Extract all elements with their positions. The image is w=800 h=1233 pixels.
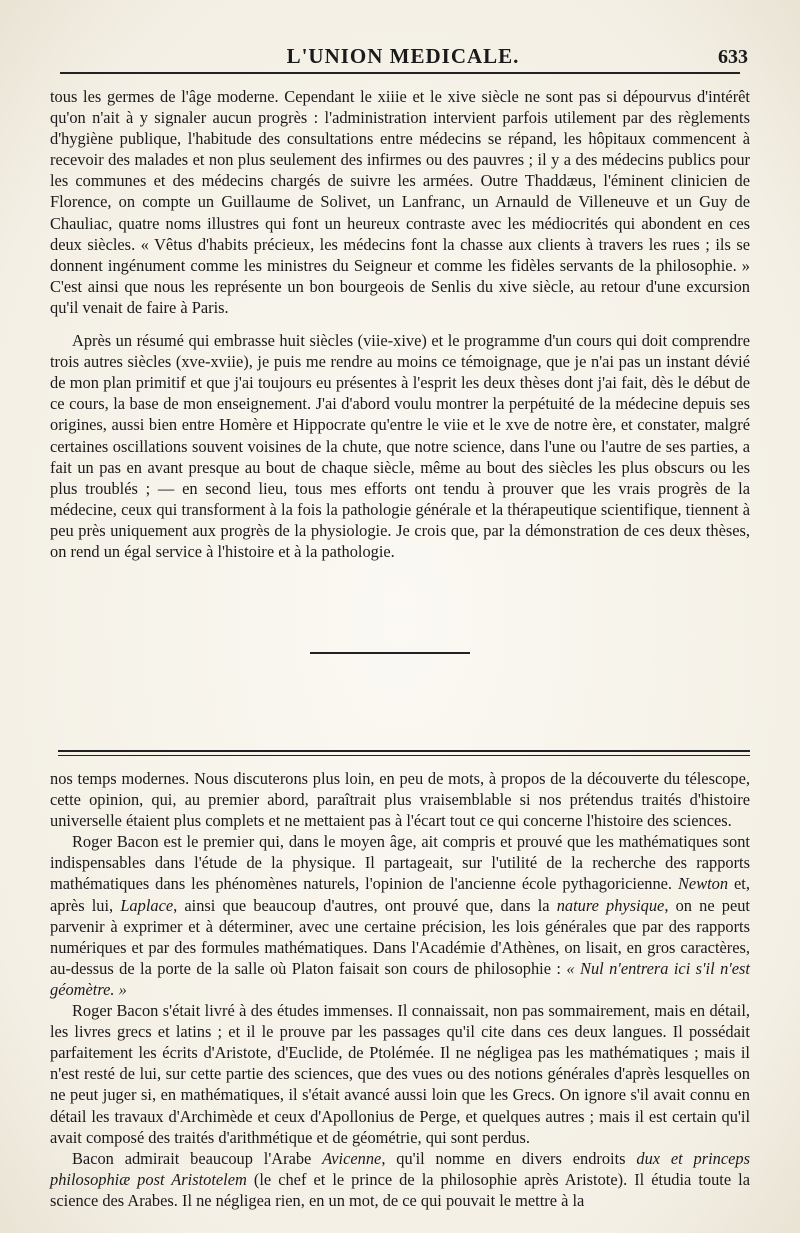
name-avicenne: Avicenne: [322, 1148, 382, 1168]
running-head: [58, 44, 748, 74]
page-number: 633: [718, 46, 748, 68]
name-laplace: Laplace: [120, 895, 174, 915]
header-rule: [60, 72, 740, 74]
article-paragraph-2: Après un résumé qui embrasse huit siècles (viie-xive) et le programme d'un cours qui doit comprendre trois autres siècles (xve-xviie), je puis me rendre au moins ce témoignage, que je n'ai pas un instant dévié de mon plan primitif et que j'ai toujours eu présentes à l'esprit les deux thèses dont j'ai fait, dès le début de ce cours, la base de mon enseignement. J'ai d'abord voulu montrer la perpétuité de la médecine depuis ses origines, aussi bien entre Homère et Hippocrate qu'entre le viie et le xve de notre ère, et constater, malgré certaines oscillations souvent voisines de la chute, que notre science, dans l'une ou l'autre de ses parties, a fait un pas en avant presque au bout de chaque siècle, même au bout des siècles les plus obscurs ou les plus troublés ; — en second lieu, tous mes efforts ont tendu à prouver que les vrais progrès de la médecine, ceux qui transforment à la fois la pathologie générale et la thérapeutique scientifique, tiennent à peu près uniquement aux progrès de la physiologie. Je crois que, par la démonstration de ces deux thèses, on rend un égal service à l'histoire et à la pathologie.: [50, 331, 750, 561]
main-article: [50, 86, 750, 562]
section-divider: [310, 652, 470, 654]
feuilleton: [50, 768, 750, 1211]
feuilleton-paragraph-2: Roger Bacon est le premier qui, dans le moyen âge, ait compris et prouvé que les mathématiques sont indispensables dans l'étude de la physique. Il partageait, sur l'utilité de la recherche des rapports mathématiques dans les phénomènes naturels, l'opinion de l'ancienne école pythagoricienne. Newton et, après lui, Laplace, ainsi que beaucoup d'autres, ont prouvé que, dans la nature physique, on ne peut parvenir à exprimer et à déterminer, avec une certaine précision, les lois générales que par des rapports numériques et par des formules mathématiques. Dans l'Académie d'Athènes, on lisait, en gros caractères, au-dessus de la porte de la salle où Platon faisait son cours de philosophie : « Nul n'entrera ici s'il n'est géomètre. »: [50, 832, 750, 999]
latin-quote: dux et princeps philosophiæ post Aristotelem: [50, 1148, 750, 1189]
journal-title: L'UNION MEDICALE.: [286, 44, 520, 68]
feuilleton-paragraph-1: nos temps modernes. Nous discuterons plus loin, en peu de mots, à propos de la découverte du télescope, cette opinion, qui, au premier abord, paraîtrait plus vraisemblable si nos prétendus traités d'histoire universelle étaient plus complets et ne mettaient pas à l'écart tout ce qui concerne l'histoire des sciences.: [50, 769, 750, 831]
academy-quote: « Nul n'entrera ici s'il n'est géomètre. »: [50, 958, 750, 999]
article-paragraph-1: tous les germes de l'âge moderne. Cependant le xiiie et le xive siècle ne sont pas si dépourvus d'intérêt qu'on n'ait à y signaler aucun progrès : l'administration intervient parfois utilement par des règlements d'hygiène publique, l'habitude des consultations entre médecins se répand, les hôpitaux commencent à recevoir des malades et non plus seulement des infirmes ou des pauvres ; il y a des médecins publics pour les communes et des médecins chargés de suivre les armées. Outre Thaddæus, l'éminent clinicien de Florence, on compte un Guillaume de Solivet, un Lanfranc, un Arnauld de Villeneuve et un Guy de Chauliac, quatre noms illustres qui font un heureux contraste avec les médiocrités qui abondent en ces deux siècles. « Vêtus d'habits précieux, les médecins font la chasse aux clients à travers les rues ; ils se donnent ingénument comme les ministres du Seigneur et comme les fidèles servants de la philosophie. » C'est ainsi que nous les représente un bon bourgeois de Senlis du xive siècle, au retour d'une excursion qu'il venait de faire à Paris.: [50, 87, 750, 317]
name-newton: Newton: [677, 874, 729, 894]
feuilleton-paragraph-3: Roger Bacon s'était livré à des études immenses. Il connaissait, non pas sommairement, mais en détail, les livres grecs et latins ; et il le prouve par les passages qu'il cite dans ces deux langues. Il possédait parfaitement les écrits d'Aristote, d'Euclide, de Ptolémée. Il ne négligea pas les mathématiques ; mais il n'est resté de lui, sur cette partie des sciences, que des vues ou des notions générales d'après lesquelles on ne peut juger si, en mathématiques, il s'était avancé aussi loin que les Grecs. On ignore s'il avait connu en détail les travaux d'Archimède et ceux d'Apollonius de Perge, et quelques autres ; mais il est certain qu'il avait composé des traités d'arithmétique et de géométrie, qui sont perdus.: [50, 1001, 750, 1147]
feuilleton-paragraph-4: Bacon admirait beaucoup l'Arabe Avicenne, qu'il nomme en divers endroits dux et princeps philosophiæ post Aristotelem (le chef et le prince de la philosophie après Aristote). Il étudia toute la science des Arabes. Il ne négligea rien, en un mot, de ce qui pouvait le mettre à la: [50, 1148, 750, 1210]
term-nature-physique: nature physique: [556, 895, 665, 915]
feuilleton-rule: [58, 750, 750, 756]
